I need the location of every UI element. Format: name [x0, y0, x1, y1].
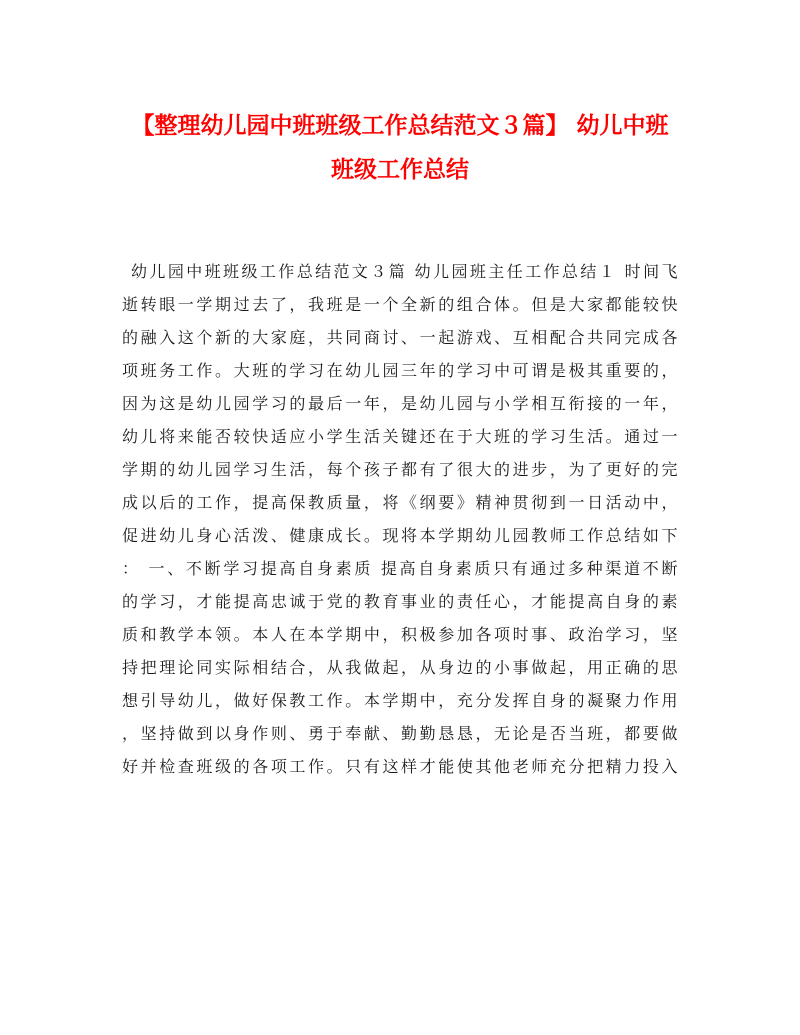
body-line: 促进幼儿身心活泼、健康成长。现将本学期幼儿园教师工作总结如下: [122, 526, 678, 545]
body-line: 质和教学本领。本人在本学期中，积极参加各项时事、政治学习，坚: [122, 625, 678, 644]
body-line: 想引导幼儿，做好保教工作。本学期中，充分发挥自身的凝聚力作用: [122, 691, 678, 710]
body-line: 幼儿园中班班级工作总结范文３篇 幼儿园班主任工作总结１ 时间飞: [131, 262, 678, 281]
document-title: [100, 104, 700, 192]
body-line: 学期的幼儿园学习生活，每个孩子都有了很大的进步，为了更好的完: [122, 460, 678, 479]
body-line: 的融入这个新的大家庭，共同商讨、一起游戏、互相配合共同完成各: [122, 328, 678, 347]
body-line: 持把理论同实际相结合，从我做起，从身边的小事做起，用正确的思: [122, 658, 678, 677]
title-line-2: 班级工作总结: [331, 156, 469, 183]
title-line-1: 【整理幼儿园中班班级工作总结范文３篇】 幼儿中班: [131, 112, 669, 139]
body-line: 逝转眼一学期过去了，我班是一个全新的组合体。但是大家都能较快: [122, 295, 678, 314]
body-line: 因为这是幼儿园学习的最后一年，是幼儿园与小学相互衔接的一年，: [122, 394, 678, 413]
body-line: 项班务工作。大班的学习在幼儿园三年的学习中可谓是极其重要的，: [122, 361, 678, 380]
body-line: ： 一、不断学习提高自身素质 提高自身素质只有通过多种渠道不断: [122, 559, 678, 578]
body-line: 的学习，才能提高忠诚于党的教育事业的责任心，才能提高自身的素: [122, 592, 678, 611]
document-body: [122, 255, 678, 783]
body-line: ，坚持做到以身作则、勇于奉献、勤勤恳恳，无论是否当班，都要做: [122, 724, 678, 743]
body-line: 成以后的工作，提高保教质量，将《纲要》精神贯彻到一日活动中，: [122, 493, 678, 512]
body-line: 幼儿将来能否较快适应小学生活关键还在于大班的学习生活。通过一: [122, 427, 678, 446]
body-line: 好并检查班级的各项工作。只有这样才能使其他老师充分把精力投入: [122, 757, 678, 776]
